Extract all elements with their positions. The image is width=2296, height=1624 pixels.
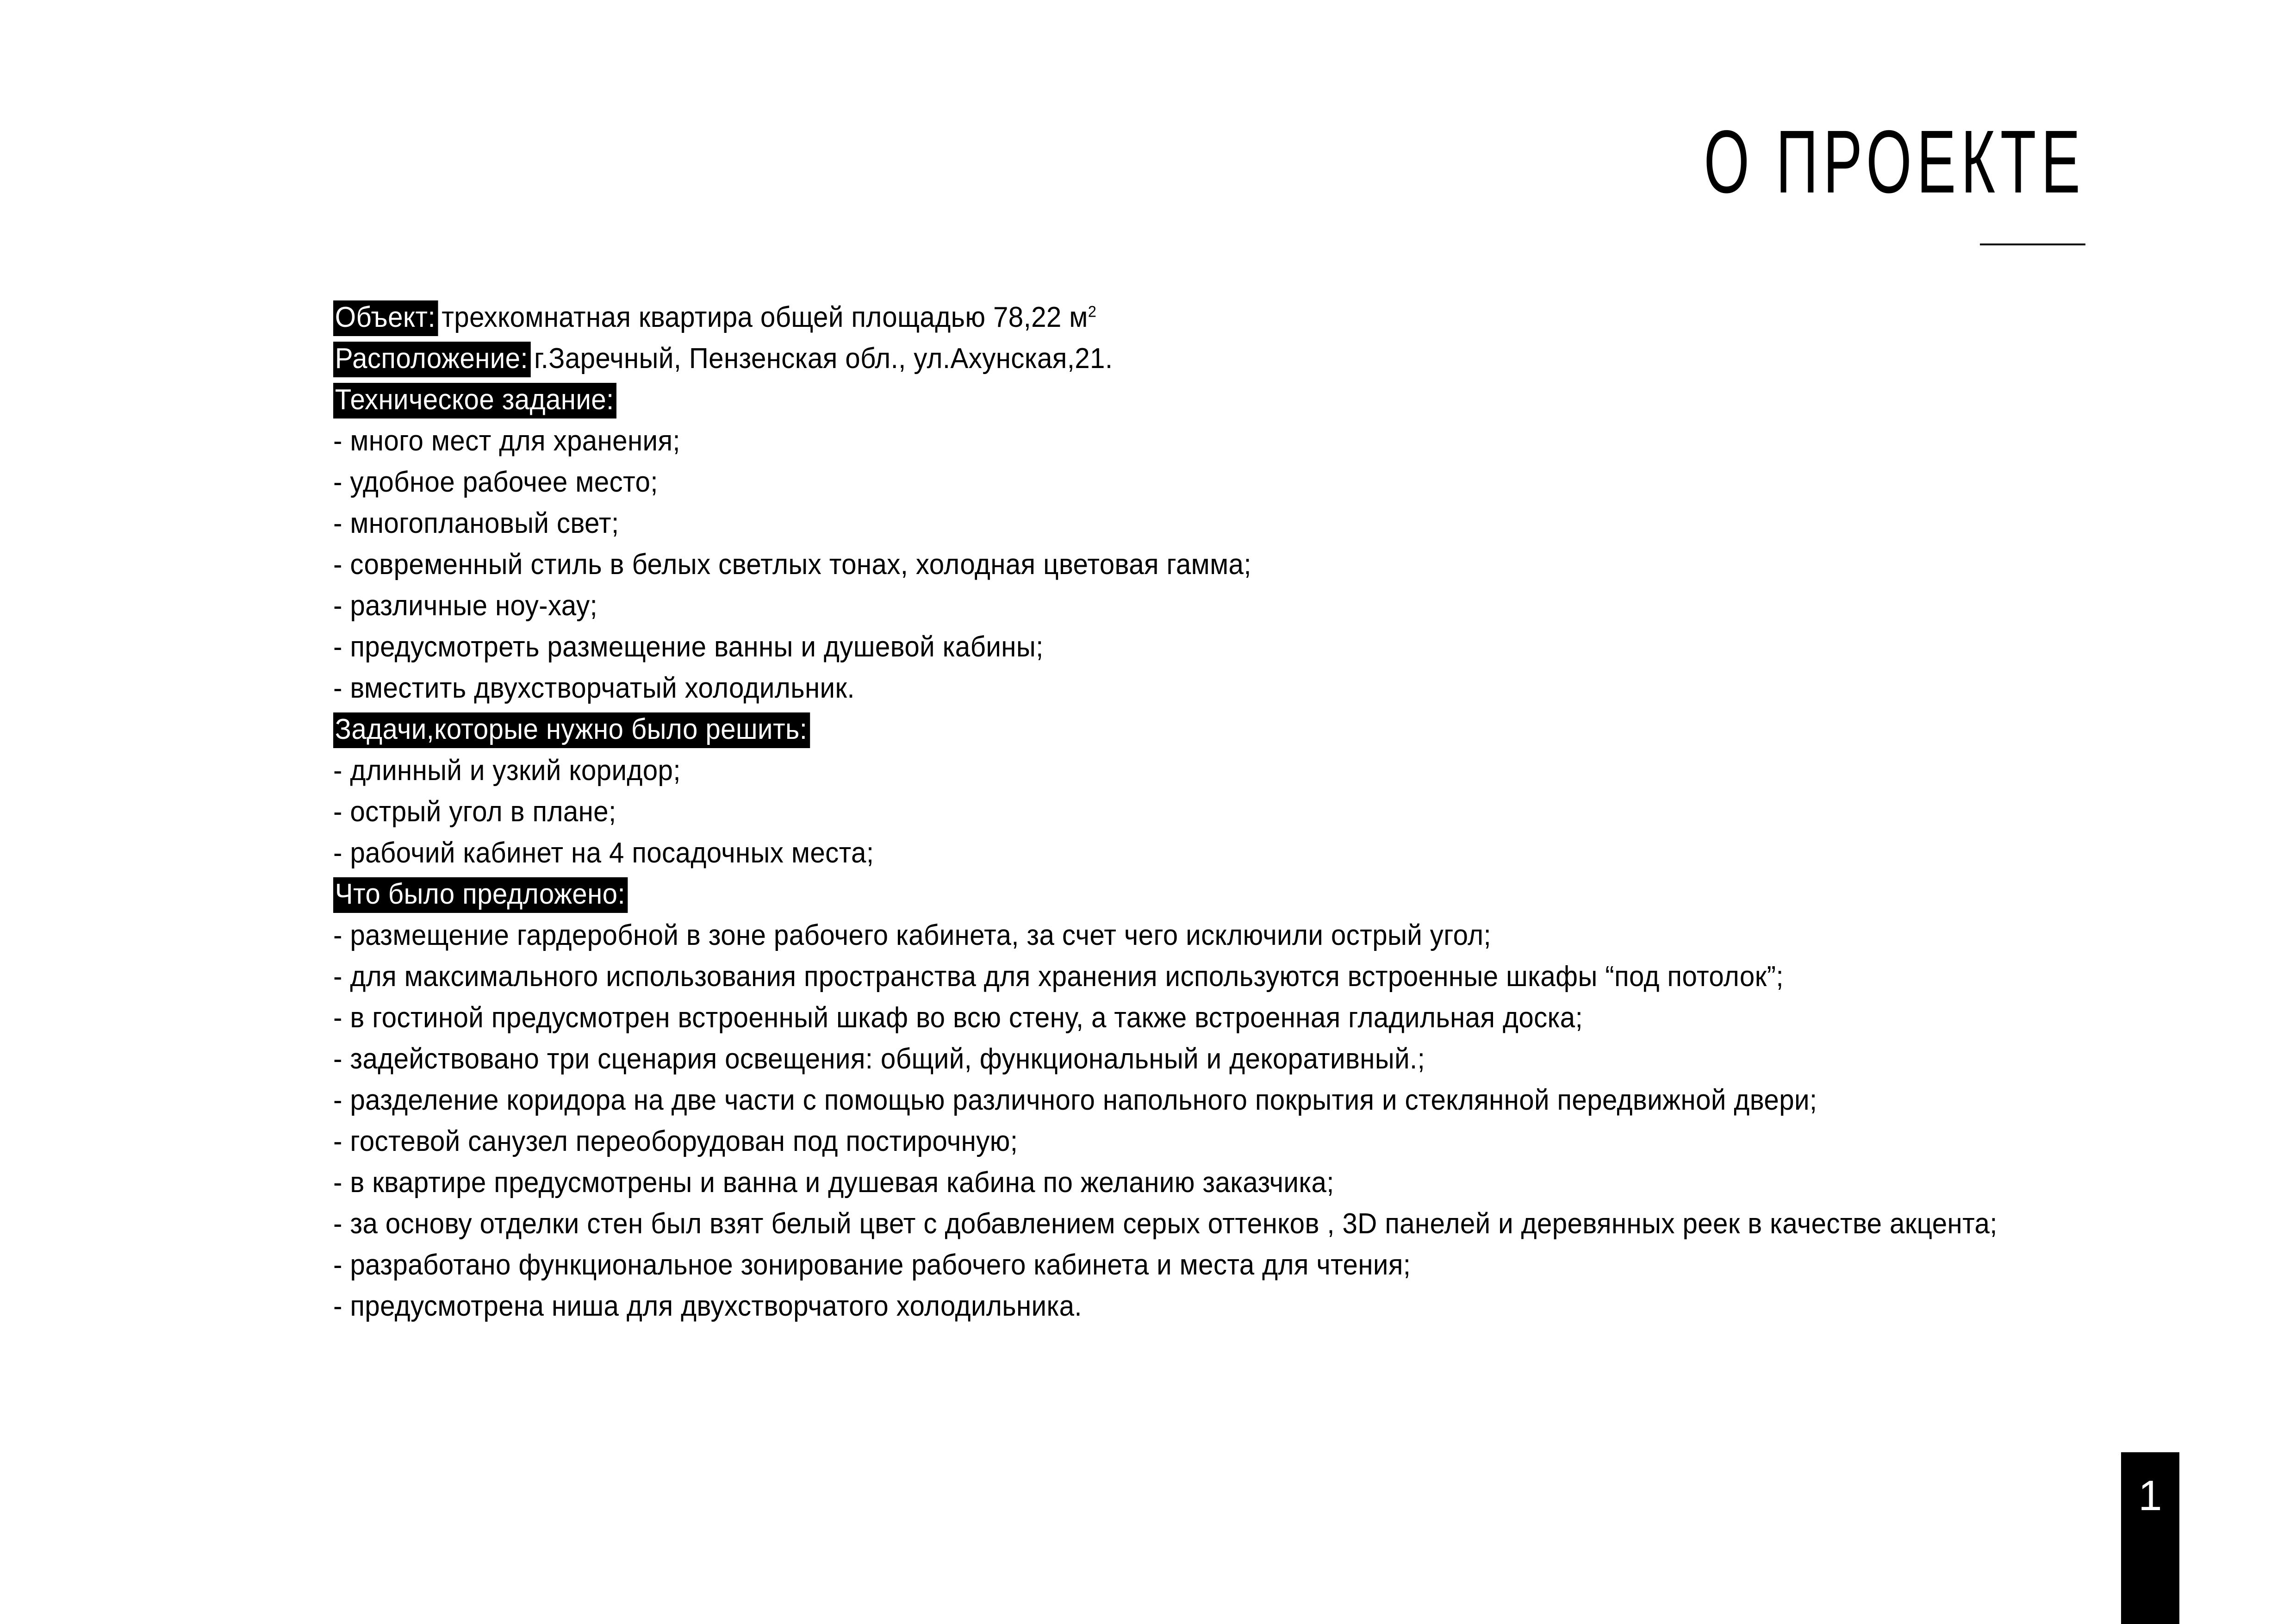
list-item: - предусмотреть размещение ванны и душевой кабины; (333, 631, 1044, 663)
list-item: - острый угол в плане; (333, 796, 616, 828)
brief-label: Техническое задание: (333, 383, 616, 418)
list-item: - различные ноу-хау; (333, 590, 598, 622)
list-item: - за основу отделки стен был взят белый цвет с добавлением серых оттенков , 3D панелей и деревянных реек в качестве акцента; (333, 1208, 1997, 1240)
list-item: - удобное рабочее место; (333, 466, 658, 498)
square-meters-superscript: 2 (1088, 303, 1096, 321)
list-item: - много мест для хранения; (333, 425, 680, 457)
list-item: - предусмотрена ниша для двухстворчатого холодильника. (333, 1290, 1083, 1322)
list-item: - длинный и узкий коридор; (333, 755, 681, 787)
object-label: Объект: (333, 300, 438, 336)
page-title: О ПРОЕКТЕ (1704, 112, 2085, 212)
location-line (333, 338, 2065, 379)
list-item: - размещение гардеробной в зоне рабочего кабинета, за счет чего исключили острый угол; (333, 919, 1492, 951)
page-number-badge (2121, 1452, 2179, 1624)
project-description-body (333, 297, 2175, 1327)
location-value: г.Заречный, Пензенская обл., ул.Ахунская,21. (534, 343, 1113, 375)
list-item: - для максимального использования пространства для хранения используются встроенные шкафы “под потолок”; (333, 961, 1784, 993)
brief-heading-line (333, 379, 2065, 420)
location-label: Расположение: (333, 342, 531, 377)
tasks-label: Задачи,которые нужно было решить: (333, 712, 810, 748)
list-item: - в гостиной предусмотрен встроенный шкаф во всю стену, а также встроенная гладильная доска; (333, 1002, 1583, 1034)
list-item: - гостевой санузел переоборудован под постирочную; (333, 1125, 1018, 1157)
list-item: - вместить двухстворчатый холодильник. (333, 672, 855, 704)
list-item: - современный стиль в белых светлых тонах, холодная цветовая гамма; (333, 549, 1251, 581)
list-item: - разделение коридора на две части с помощью различного напольного покрытия и стеклянной передвижной двери; (333, 1084, 1817, 1116)
header (1530, 112, 2085, 212)
list-item: - рабочий кабинет на 4 посадочных места; (333, 837, 874, 869)
list-item: - многоплановый свет; (333, 507, 619, 539)
page-number: 1 (2138, 1472, 2162, 1519)
tasks-heading-line (333, 709, 2065, 750)
object-line (333, 297, 2065, 338)
list-item: - в квартире предусмотрены и ванна и душевая кабина по желанию заказчика; (333, 1167, 1334, 1199)
proposed-label: Что было предложено: (333, 877, 628, 913)
list-item: - задействовано три сценария освещения: общий, функциональный и декоративный.; (333, 1043, 1425, 1075)
proposed-heading-line (333, 874, 2065, 915)
object-value: трехкомнатная квартира общей площадью 78,22 $м^2$ (442, 301, 1096, 333)
list-item: - разработано функциональное зонирование рабочего кабинета и места для чтения; (333, 1249, 1411, 1281)
title-divider-rule (1980, 244, 2085, 245)
